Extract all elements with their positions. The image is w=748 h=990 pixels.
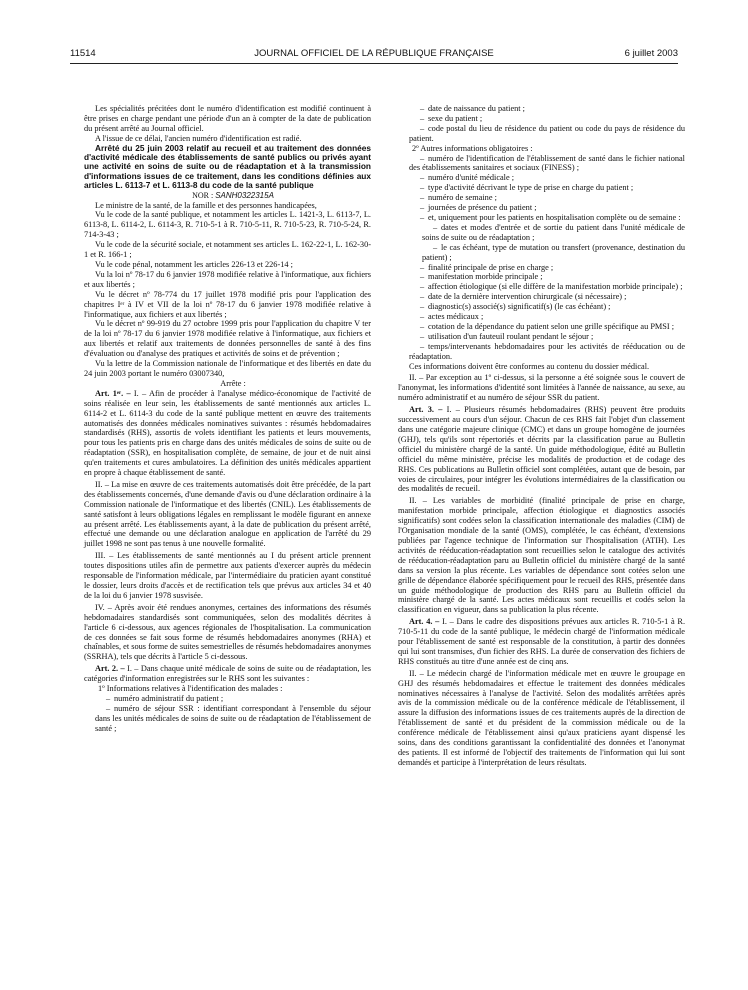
info-heading: 2º Autres informations obligatoires : [412, 143, 533, 153]
article-label: Art. 4. – [409, 617, 440, 627]
nor-code: SANH0322315A [215, 190, 274, 200]
page-number: 11514 [70, 48, 96, 59]
nor-label: NOR : [192, 190, 216, 200]
info-heading: 1º Informations relatives à l'identification des malades : [98, 684, 283, 694]
page-header [70, 48, 678, 62]
paragraph: Ces informations doivent être conformes au contenu du dossier médical. [409, 361, 650, 371]
visa: Vu la loi nº 78-17 du 6 janvier 1978 modifiée relative à l'informatique, aux fichiers et aux libertés ; [84, 269, 371, 289]
list-item: – sexe du patient ; [420, 113, 483, 123]
journal-title: JOURNAL OFFICIEL DE LA RÉPUBLIQUE FRANÇAISE [254, 48, 494, 59]
issue-date: 6 juillet 2003 [624, 48, 678, 59]
sub-list-item: – le cas échéant, type de mutation ou transfert (provenance, destination du patient) ; [422, 242, 685, 262]
list-item: – date de naissance du patient ; [420, 104, 525, 113]
paragraph: Les spécialités précitées dont le numéro d'identification est modifié continuent à être prises en charge pendant une période d'un an à compter de la date de publication du présent arrêté au Journal officiel. [84, 104, 371, 133]
article-4-ii: II. – Le médecin chargé de l'information médicale met en œuvre le groupage en GHJ des résumés hebdomadaires et effectue le traitement des données médicales nominatives nécessaires à l'analyse de l'activité. Selon des modalités arrêtées après avis de la commission médicale ou de la conférence médicale de l'établissement, il assure la diffusion des informations issues de ces traitements auprès de la direction de l'établissement de santé et du président de la commission médicale ou de la conférence médicale de l'établissement ainsi qu'aux praticiens ayant dispensé les soins, dans des conditions garantissant la confidentialité des données et l'anonymat des patients. Il est informé de l'objectif des traitements de l'information qui lui sont demandés et participe à l'interprétation de leurs résultats. [398, 668, 685, 767]
list-item: – manifestation morbide principale ; [420, 272, 543, 282]
list-item: – cotation de la dépendance du patient selon une grille spécifique au PMSI ; [420, 321, 675, 331]
article-3-i: Art. 3. – I. – Plusieurs résumés hebdomadaires (RHS) peuvent être produits successivement au cours d'un séjour. Chacun de ces RHS fait l'objet d'un classement dans une catégorie majeure clinique (CMC) et dans un groupe homogène de journées (GHJ), tels qu'ils sont répertoriés et décrits par la classification parue au Bulletin officiel du ministère chargé de la santé. Un guide méthodologique, édité au Bulletin officiel du même ministère, précise les modalités de production et de codage des RHS. Ces publications au Bulletin officiel sont complétées, autant que de besoin, par voies de circulaires, pour intégrer les évolutions intermédiaires de la classification ou des modalités de recueil. [398, 405, 686, 494]
visa: Vu le code de la sécurité sociale, et notamment ses articles L. 162-22-1, L. 162-30-1 et R. 166-1 ; [84, 240, 371, 260]
list-item: – numéro de semaine ; [420, 193, 497, 203]
visa: Le ministre de la santé, de la famille et des personnes handicapées, [95, 200, 317, 210]
article-label: Art. 1ᵉʳ. – [95, 388, 131, 398]
right-column [398, 104, 685, 768]
article-1-iv: IV. – Après avoir été rendues anonymes, certaines des informations des résumés hebdomadaires standardisés sont communiquées, selon des modalités décrites à l'article 6 ci-dessous, aux agences régionales de l'hospitalisation. La communication de ces données se fait sous forme de résumés hebdomadaires anonymes (RHA) et chaînables, et sous forme de suites semestrielles de résumés hebdomadaires anonymes (SSRHA), tels que décrits à l'article 5 ci-dessous. [84, 602, 371, 662]
list-item: – actes médicaux ; [420, 312, 484, 322]
article-2-i: Art. 2. – I. – Dans chaque unité médicale de soins de suite ou de réadaptation, les catégories d'information enregistrées sur le RHS sont les suivantes : [84, 664, 372, 684]
list-item: – utilisation d'un fauteuil roulant pendant le séjour ; [420, 331, 594, 341]
nor-reference [84, 191, 371, 201]
article-1-iii: III. – Les établissements de santé mentionnés au I du présent article prennent toutes dispositions utiles afin de permettre aux patients d'exercer auprès du médecin responsable de l'information médicale, par l'intermédiaire du praticien ayant constitué le dossier, leurs droits d'accès et de rectification tels que prévus aux articles 34 et 40 de la loi du 6 janvier 1978 susvisée. [84, 551, 371, 600]
list-item: – et, uniquement pour les patients en hospitalisation complète ou de semaine : [420, 212, 681, 222]
list-item: – type d'activité décrivant le type de prise en charge du patient ; [420, 183, 634, 193]
list-item: – numéro de séjour SSR : identifiant correspondant à l'ensemble du séjour dans les unités médicales de soins de suite ou de réadaptation de l'établissement de santé ; [95, 703, 371, 733]
visa: Vu la lettre de la Commission nationale de l'informatique et des libertés en date du 24 juin 2003 portant le numéro 03007340, [84, 359, 371, 378]
list-item: – journées de présence du patient ; [420, 203, 537, 213]
list-item: – temps/intervenants hebdomadaires pour les activités de rééducation ou de réadaptation. [409, 341, 685, 361]
article-label: Art. 3. – [409, 405, 443, 415]
sub-list-item: – dates et modes d'entrée et de sortie du patient dans l'unité médicale de soins de suite ou de réadaptation ; [422, 222, 685, 242]
list-item: – code postal du lieu de résidence du patient ou code du pays de résidence du patient. [409, 123, 685, 143]
list-item: – numéro administratif du patient ; [106, 693, 224, 703]
article-label: Art. 2. – [95, 664, 125, 674]
article-4-i: Art. 4. – I. – Dans le cadre des dispositions prévues aux articles R. 710-5-1 à R. 710-5-11 du code de la santé publique, le médecin chargé de l'information médicale pour l'établissement de santé est responsable de la constitution, à partir des données qui lui sont transmises, d'un fichier des RHS. La durée de conservation des fichiers de RHS constitués au titre d'une année est de cinq ans. [398, 617, 686, 666]
list-item: – diagnostic(s) associé(s) significatif(s) (le cas échéant) ; [420, 302, 611, 312]
list-item: – finalité principale de prise en charge ; [420, 262, 554, 272]
visa: Vu le code pénal, notamment les articles 226-13 et 226-14 ; [95, 260, 293, 269]
visa: Vu le code de la santé publique, et notamment les articles L. 1421-3, L. 6113-7, L. 6113-8, L. 6114-2, L. 6114-3, R. 710-5-1 à R. 710-5-11, R. 710-5-23, R. 710-5-24, R. 714-3-43 ; [84, 210, 371, 240]
decree-title: Arrêté du 25 juin 2003 relatif au recueil et au traitement des données d'activité médicale des établissements de santé publics ou privés ayant une activité en soins de suite ou de réadaptation et à la transmission d'informations issues de ce traitement, dans les conditions définies aux articles L. 6113-7 et L. 6113-8 du code de la santé publique [84, 142, 371, 191]
article-1-ii: II. – La mise en œuvre de ces traitements automatisés doit être précédée, de la part des établissements concernés, d'une demande d'avis ou d'une déclaration ordinaire à la Commission nationale de l'informatique et des libertés (CNIL). Les établissements de santé satisfont à leurs obligations légales en remplissant le modèle figurant en annexe au présent arrêté. Les établissements ayant, à la date de publication du présent arrêté, effectué une demande ou une déclaration analogue en application de l'arrêté du 29 juillet 1998 ne sont pas tenus à une nouvelle formalité. [84, 479, 371, 549]
list-item: – affection étiologique (si elle diffère de la manifestation morbide principale) ; [420, 282, 683, 292]
list-item: – date de la dernière intervention chirurgicale (si nécessaire) ; [420, 292, 627, 302]
article-2-ii: II. – Par exception au 1º ci-dessus, si la personne a été soignée sous le couvert de l'anonymat, les informations d'identité sont limitées à l'année de naissance, au sexe, au numéro administratif et au numéro de séjour SSR du patient. [398, 373, 685, 403]
list-item: – numéro d'unité médicale ; [420, 173, 515, 183]
left-column [84, 104, 371, 734]
article-3-ii: II. – Les variables de morbidité (finalité principale de prise en charge, manifestation morbide principale, affection étiologique et diagnostics associés significatifs) sont codées selon la classification internationale des maladies (CIM) de l'Organisation mondiale de la santé (OMS), complétée, le cas échéant, d'extensions publiées par l'agence technique de l'information sur l'hospitalisation (ATIH). Les activités de rééducation-réadaptation sont recueillies selon le catalogue des activités de rééducation-réadaptation paru au Bulletin officiel du ministère chargé de la santé dans sa version la plus récente. Les variables de dépendance sont cotées selon une grille de dépendance élaborée spécifiquement pour le recueil des RHS, présentée dans un guide méthodologique de production des RHS paru au Bulletin officiel du ministère chargé de la santé. Les actes médicaux sont recueillis et codés selon la classification en vigueur, dans sa publication la plus récente. [398, 496, 685, 615]
visa: Vu le décret nº 99-919 du 27 octobre 1999 pris pour l'application du chapitre V ter de la loi nº 78-17 du 6 janvier 1978 modifiée relative à l'informatique, aux fichiers et aux libertés et relatif aux traitements de données personnelles de santé à des fins d'évaluation ou d'analyse des pratiques et activités de soins et de prévention ; [84, 319, 371, 359]
article-1-i: Art. 1ᵉʳ. – I. – Afin de procéder à l'analyse médico-économique de l'activité de soins réalisée en leur sein, les établissements de santé mentionnés aux articles L. 6114-2 et L. 6114-3 du code de la santé publique mettent en œuvre des traitements automatisés des données médicales nominatives suivantes : résumés hebdomadaires standardisés (RHS), assortis de volets identifiant les patients et leurs mouvements, pour tous les patients pris en charge dans des unités médicales de soins de suite ou de réadaptation (SSR), en hospitalisation complète, de semaine, de jour et de nuit ainsi qu'en traitements et cures ambulatoires. La définition des unités médicales appartient en propre à chaque établissement de santé. [84, 388, 372, 478]
header-rule [70, 63, 678, 64]
arrete-heading: Arrête : [220, 378, 246, 388]
paragraph: A l'issue de ce délai, l'ancien numéro d'identification est radié. [95, 133, 302, 143]
list-item: – numéro de l'identification de l'établissement de santé dans le fichier national des établissements sanitaires et sociaux (FINESS) ; [409, 153, 685, 173]
visa: Vu le décret nº 78-774 du 17 juillet 1978 modifié pris pour l'application des chapitres Iᵉʳ à IV et VII de la loi nº 78-17 du 6 janvier 1978 modifiée relative à l'informatique, aux fichiers et aux libertés ; [84, 289, 371, 319]
